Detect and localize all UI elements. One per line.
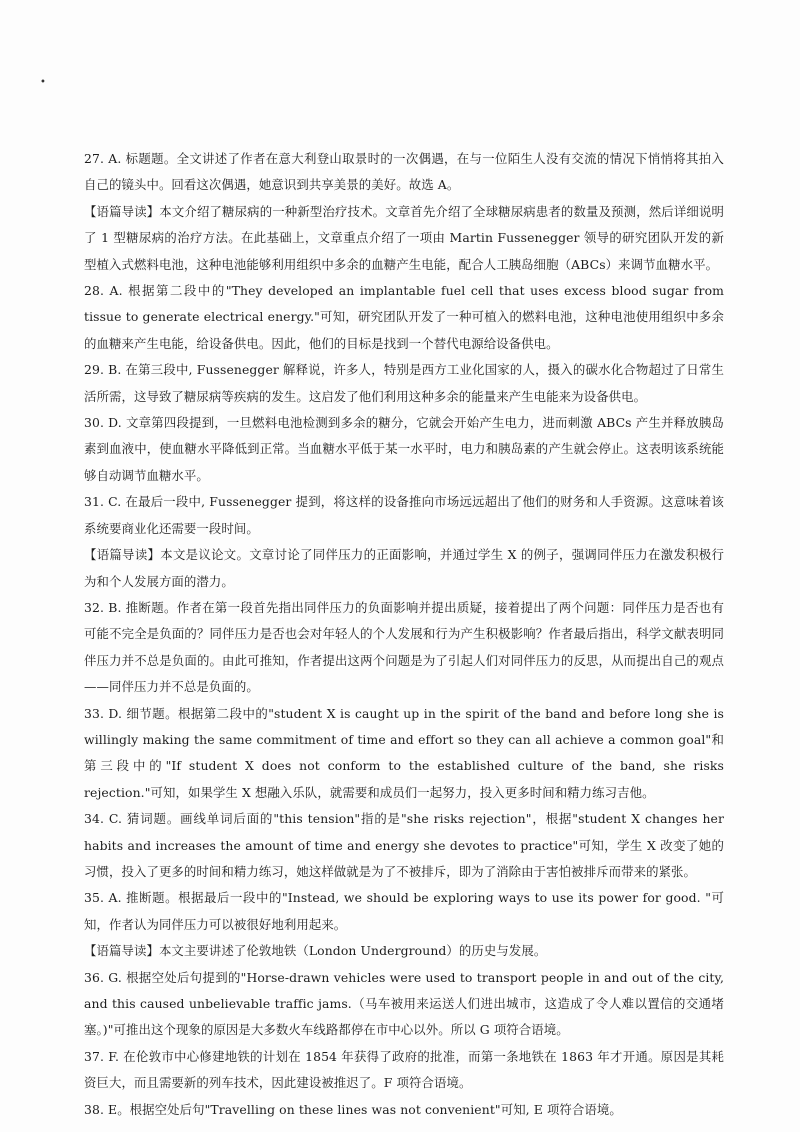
answer-36: 36. G. 根据空处后句提到的"Horse-drawn vehicles were used to transport people in and out of the city, and this caused unbelievable traffic jams.（马车被用来运送人们进出城市，这造成了令人难以置信的交通堵塞。)"可推出这个现象的原因是大多数火车线路都停在市中心以外。所以 G 项符合语境。 (84, 969, 724, 1038)
page-mark: • (40, 77, 46, 88)
answer-31: 31. C. 在最后一段中, Fussenegger 提到，将这样的设备推向市场远远超出了他们的财务和人手资源。这意味着该系统要商业化还需要一段时间。 (84, 494, 724, 536)
reading-guide-passage-c: 【语篇导读】本文介绍了糖尿病的一种新型治疗技术。文章首先介绍了全球糖尿病患者的数量及预测，然后详细说明了 1 型糖尿病的治疗方法。在此基础上，文章重点介绍了一项由 Martin Fussenegger 领导的研究团队开发的新型植入式燃料电池，这种电池能够利用组织中多余的血糖产生电能，配合人工胰岛细胞（ABCs）来调节血糖水平。 (84, 203, 724, 272)
reading-guide-passage-d: 【语篇导读】本文是议论文。文章讨论了同伴压力的正面影响，并通过学生 X 的例子，强调同伴压力在激发积极行为和个人发展方面的潜力。 (84, 547, 724, 589)
answer-34: 34. C. 猜词题。画线单词后面的"this tension"指的是"she risks rejection"，根据"student X changes her habits and increases the amount of time and energy she devotes to practice"可知，学生 X 改变了她的习惯，投入了更多的时间和精力练习，她这样做就是为了不被排斥，即为了消除由于害怕被排斥而带来的紧张。 (84, 811, 724, 879)
answer-explanations (84, 146, 724, 1123)
answer-33: 33. D. 细节题。根据第二段中的"student X is caught up in the spirit of the band and before long she is willingly making the same commitment of time and effort so they can all achieve a common goal"和第三段中的"If student X does not conform to the established culture of the band, she risks rejection."可知，如果学生 X 想融入乐队，就需要和成员们一起努力，投入更多时间和精力练习吉他。 (84, 705, 724, 800)
answer-32: 32. B. 推断题。作者在第一段首先指出同伴压力的负面影响并提出质疑，接着提出了两个问题：同伴压力是否也有可能不完全是负面的？同伴压力是否也会对年轻人的个人发展和行为产生积极影响？作者最后指出，科学文献表明同伴压力并不总是负面的。由此可推知，作者提出这两个问题是为了引起人们对同伴压力的反思，从而提出自己的观点——同伴压力并不总是负面的。 (84, 599, 724, 695)
answer-37: 37. F. 在伦敦市中心修建地铁的计划在 1854 年获得了政府的批准，而第一条地铁在 1863 年才开通。原因是其耗资巨大，而且需要新的列车技术，因此建设被推迟了。F 项符合语境。 (84, 1048, 724, 1091)
answer-27: 27. A. 标题题。全文讲述了作者在意大利登山取景时的一次偶遇，在与一位陌生人没有交流的情况下悄悄将其拍入自己的镜头中。回看这次偶遇，她意识到共享美景的美好。故选 A。 (84, 151, 724, 193)
answer-30: 30. D. 文章第四段提到，一旦燃料电池检测到多余的糖分，它就会开始产生电力，进而刺激 ABCs 产生并释放胰岛素到血液中，使血糖水平降低到正常。当血糖水平低于某一水平时，电力和胰岛素的产生就会停止。这表明该系统能够自动调节血糖水平。 (84, 415, 724, 483)
answer-38: 38. E。根据空处后句"Travelling on these lines was not convenient"可知, E 项符合语境。 (84, 1101, 622, 1117)
reading-guide-seven-choose-five: 【语篇导读】本文主要讲述了伦敦地铁（London Underground）的历史与发展。 (84, 943, 547, 959)
answer-35: 35. A. 推断题。根据最后一段中的"Instead, we should be exploring ways to use its power for good. "可知，作者认为同伴压力可以被很好地利用起来。 (84, 890, 724, 932)
answer-29: 29. B. 在第三段中, Fussenegger 解释说，许多人，特别是西方工业化国家的人，摄入的碳水化合物超过了日常生活所需，这导致了糖尿病等疾病的发生。这启发了他们利用这种多余的能量来产生电能来为设备供电。 (84, 362, 724, 404)
answer-28: 28. A. 根据第二段中的"They developed an implantable fuel cell that uses excess blood sugar from tissue to generate electrical energy."可知，研究团队开发了一种可植入的燃料电池，这种电池使用组织中多余的血糖来产生电能，给设备供电。因此，他们的目标是找到一个替代电源给设备供电。 (84, 283, 724, 351)
